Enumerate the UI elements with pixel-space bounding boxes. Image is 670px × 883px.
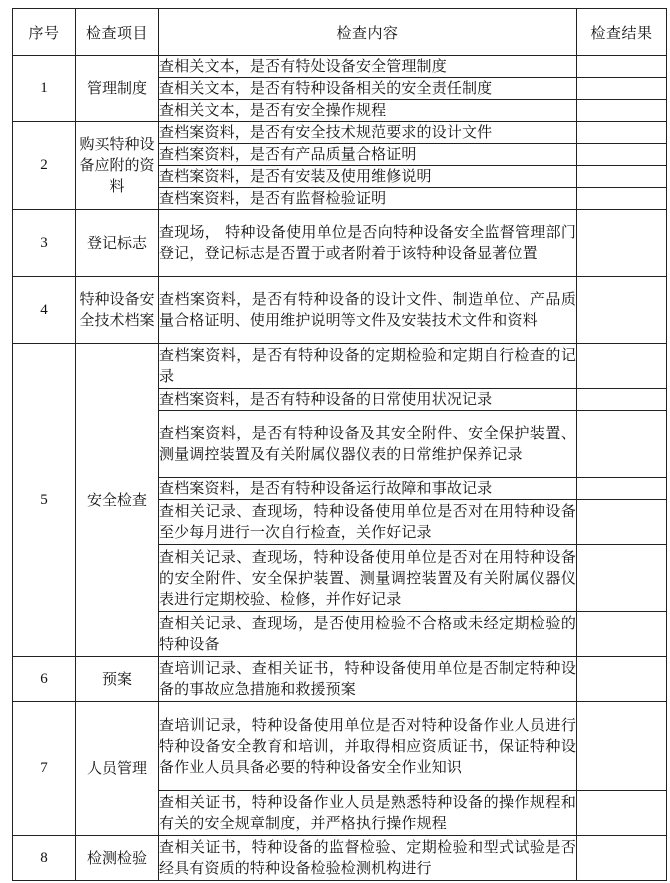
header-no: 序号 [13,9,76,56]
section-number: 6 [13,657,76,702]
check-content: 查档案资料，是否有特种设备及其安全附件、安全保护装置、测量调控装置及有关附属仪器仪表的日常维护保养记录 [159,411,577,478]
check-result[interactable] [577,277,667,344]
section-item: 登记标志 [76,210,159,277]
check-content: 查相关文本，是否有安全操作规程 [159,100,577,122]
check-result[interactable] [577,411,667,478]
section-number: 1 [13,56,76,122]
check-result[interactable] [577,612,667,657]
check-content: 查相关文本，是否有特种设备相关的安全责任制度 [159,78,577,100]
check-result[interactable] [577,545,667,612]
check-result[interactable] [577,56,667,78]
table-row [13,210,667,277]
check-result[interactable] [577,144,667,166]
check-content: 查档案资料，是否有特种设备的设计文件、制造单位、产品质量合格证明、使用维护说明等文件及安装技术文件和资料 [159,277,577,344]
check-content: 查档案资料，是否有监督检验证明 [159,188,577,210]
section-number: 2 [13,122,76,210]
table-row [13,657,667,702]
check-content: 查档案资料，是否有特种设备运行故障和事故记录 [159,478,577,500]
header-content: 检查内容 [159,9,577,56]
section-number: 7 [13,702,76,836]
inspection-document [12,8,666,880]
check-content: 查档案资料，是否有特种设备的日常使用状况记录 [159,389,577,411]
section-number: 8 [13,836,76,881]
table-row [13,702,667,791]
table-row [13,56,667,78]
table-row [13,836,667,881]
table-row [13,277,667,344]
check-result[interactable] [577,210,667,277]
check-result[interactable] [577,166,667,188]
check-content: 查相关记录、查现场，特种设备使用单位是否对在用特种设备至少每月进行一次自行检查，关作好记录 [159,500,577,545]
section-item: 管理制度 [76,56,159,122]
check-content: 查相关文本，是否有特处设备安全管理制度 [159,56,577,78]
check-result[interactable] [577,836,667,881]
check-content: 查培训记录、查相关证书，特种设备使用单位是否制定特种设备的事故应急措施和救援预案 [159,657,577,702]
check-content: 查档案资料，是否有安装及使用维修说明 [159,166,577,188]
section-item: 购买特种设备应附的资料 [76,122,159,210]
check-result[interactable] [577,100,667,122]
section-item: 预案 [76,657,159,702]
check-result[interactable] [577,657,667,702]
header-item: 检查项目 [76,9,159,56]
check-content: 查相关证书，特种设备的监督检验、定期检验和型式试验是否经具有资质的特种设备检验检测机构进行 [159,836,577,881]
check-result[interactable] [577,78,667,100]
check-result[interactable] [577,122,667,144]
table-row [13,122,667,144]
section-number: 4 [13,277,76,344]
check-content: 查相关证书，特种设备作业人员是熟悉特种设备的操作规程和有关的安全规章制度，并严格执行操作规程 [159,791,577,836]
section-item: 特种设备安全技术档案 [76,277,159,344]
check-result[interactable] [577,500,667,545]
check-content: 查相关记录、查现场，是否使用检验不合格或未经定期检验的特种设备 [159,612,577,657]
check-result[interactable] [577,188,667,210]
section-item: 人员管理 [76,702,159,836]
section-item: 安全检查 [76,344,159,657]
check-content: 查档案资料，是否有产品质量合格证明 [159,144,577,166]
check-result[interactable] [577,344,667,389]
check-result[interactable] [577,478,667,500]
check-content: 查现场， 特种设备使用单位是否向特种设备安全监督管理部门登记，登记标志是否置于或者附着于该特种设备显著位置 [159,210,577,277]
table-row [13,344,667,389]
inspection-table [12,8,667,881]
section-number: 5 [13,344,76,657]
check-content: 查培训记录，特种设备使用单位是否对特种设备作业人员进行特种设备安全教育和培训，并取得相应资质证书，保证特种设备作业人员具备必要的特种设备安全作业知识 [159,702,577,791]
check-result[interactable] [577,702,667,791]
header-row [13,9,667,56]
check-result[interactable] [577,389,667,411]
section-item: 检测检验 [76,836,159,881]
check-result[interactable] [577,791,667,836]
header-result: 检查结果 [577,9,667,56]
check-content: 查档案资料，是否有特种设备的定期检验和定期自行检查的记录 [159,344,577,389]
section-number: 3 [13,210,76,277]
check-content: 查相关记录、查现场，特种设备使用单位是否对在用特种设备的安全附件、安全保护装置、测量调控装置及有关附属仪器仪表进行定期校验、检修，并作好记录 [159,545,577,612]
check-content: 查档案资料，是否有安全技术规范要求的设计文件 [159,122,577,144]
